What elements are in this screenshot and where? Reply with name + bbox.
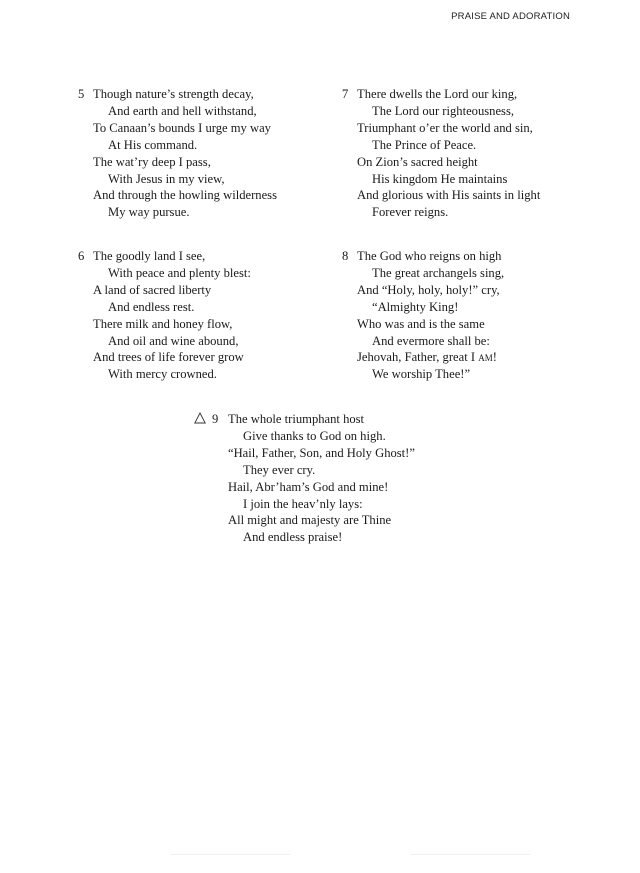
stanza-9 xyxy=(212,411,415,546)
stanza-number: 7 xyxy=(342,87,349,101)
stanza-number: 8 xyxy=(342,249,349,263)
verse-line: There dwells the Lord our king, xyxy=(357,87,518,101)
verse-line: With mercy crowned. xyxy=(108,367,217,382)
verse-line: The Prince of Peace. xyxy=(372,137,477,152)
verse-line: The whole triumphant host xyxy=(228,412,365,426)
stanza-number: 6 xyxy=(78,249,85,263)
verse-line: And evermore shall be: xyxy=(372,333,490,348)
verse-line: I join the heav’nly lays: xyxy=(243,496,363,511)
verse-line: And endless rest. xyxy=(108,299,195,314)
verse-line: There milk and honey flow, xyxy=(93,316,233,331)
verse-line: And oil and wine abound, xyxy=(108,333,239,348)
verse-line: Forever reigns. xyxy=(372,205,449,220)
verse-line: And through the howling wilderness xyxy=(93,188,277,203)
page-footer-rule xyxy=(410,854,530,855)
stanza-number: 9 xyxy=(212,412,219,426)
verse-line: The Lord our righteousness, xyxy=(372,103,514,118)
verse-line: The God who reigns on high xyxy=(357,249,502,263)
verse-line: Who was and is the same xyxy=(357,316,485,331)
verse-line: They ever cry. xyxy=(243,462,316,477)
verse-line: “Almighty King! xyxy=(372,299,459,314)
stanza-6 xyxy=(78,248,251,383)
verse-line: Triumphant o’er the world and sin, xyxy=(357,120,533,135)
verse-line: And trees of life forever grow xyxy=(93,350,244,365)
verse-line: Give thanks to God on high. xyxy=(243,428,386,443)
verse-line: With peace and plenty blest: xyxy=(108,265,251,280)
verse-line: At His command. xyxy=(108,137,198,152)
verse-line: On Zion’s sacred height xyxy=(357,154,478,169)
verse-line: The goodly land I see, xyxy=(93,249,206,263)
verse-line: We worship Thee!” xyxy=(372,367,471,382)
verse-line: All might and majesty are Thine xyxy=(228,513,392,528)
stanza-8 xyxy=(342,248,505,383)
stanza-number: 5 xyxy=(78,87,85,101)
stanza-7 xyxy=(342,86,541,221)
verse-line: “Hail, Father, Son, and Holy Ghost!” xyxy=(228,445,415,460)
verse-line: Though nature’s strength decay, xyxy=(93,87,254,101)
verse-line: With Jesus in my view, xyxy=(108,171,225,186)
verse-line: The wat’ry deep I pass, xyxy=(93,154,211,169)
verse-line: And endless praise! xyxy=(243,530,343,545)
verse-line: Hail, Abr’ham’s God and mine! xyxy=(228,479,389,494)
verse-line: And “Holy, holy, holy!” cry, xyxy=(357,282,500,297)
verse-line: A land of sacred liberty xyxy=(93,282,212,297)
triangle-icon xyxy=(194,412,206,424)
verse-line xyxy=(357,349,504,366)
verse-line: His kingdom He maintains xyxy=(372,171,508,186)
am-word: am! xyxy=(478,350,497,365)
verse-line: And earth and hell withstand, xyxy=(108,103,257,118)
verse-line: My way pursue. xyxy=(108,205,190,220)
section-header: PRAISE AND ADORATION xyxy=(451,11,570,22)
stanza-5 xyxy=(78,86,277,221)
verse-line: To Canaan’s bounds I urge my way xyxy=(93,120,271,135)
verse-line: And glorious with His saints in light xyxy=(357,188,541,203)
verse-line-text: Jehovah, Father, great I xyxy=(357,350,479,365)
verse-line: The great archangels sing, xyxy=(372,265,505,280)
page-footer-rule xyxy=(170,854,290,855)
